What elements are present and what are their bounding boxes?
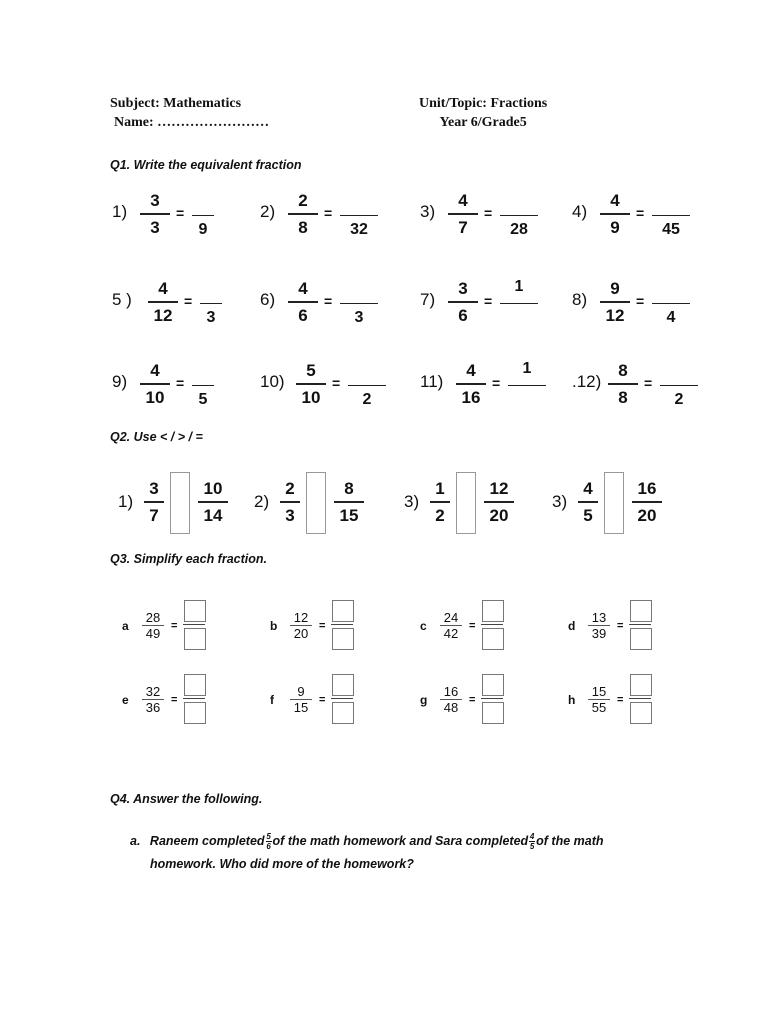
- q2-item-3-right-fraction-numerator: 12: [489, 479, 509, 498]
- q3-item-d-numerator-box[interactable]: [630, 600, 652, 622]
- q4-f2-den: 5: [529, 842, 535, 852]
- q3-item-h-fraction: [588, 684, 610, 715]
- q1-item-10-label: 10): [260, 372, 285, 391]
- q2-item-4-left-fraction: [578, 478, 598, 526]
- q1-item-1-given-denominator: 9: [198, 221, 208, 238]
- q1-item-11-given-numerator: 1: [522, 360, 532, 377]
- q2-item-1-left-fraction: [144, 478, 164, 526]
- q1-item-4-answer-line[interactable]: [652, 215, 690, 216]
- q3-item-h-equals: =: [617, 694, 624, 706]
- q3-item-f-fraction-numerator: 9: [297, 684, 305, 699]
- q2-item-3-compare-box[interactable]: [456, 472, 476, 534]
- q3-item-a-label: a: [122, 619, 129, 633]
- q1-item-4-label: 4): [572, 202, 588, 221]
- q1-item-6-answer-line[interactable]: [340, 303, 378, 304]
- q3-item-f-equals: =: [319, 694, 326, 706]
- q3-item-c-answer-bar: [481, 624, 503, 625]
- q1-item-1-answer-line[interactable]: [192, 215, 214, 216]
- q3-item-e-fraction: [142, 684, 164, 715]
- q3-item-a-fraction-numerator: 28: [145, 610, 161, 625]
- q1-item-7-fraction-denominator: 6: [458, 305, 468, 325]
- q1-item-10-fraction-denominator: 10: [301, 387, 321, 407]
- q1-item-1-equals: =: [176, 205, 185, 221]
- q1-item-6-given-denominator: 3: [354, 309, 364, 326]
- q1-item-7-answer-line[interactable]: [500, 303, 538, 304]
- q3-item-g-label: g: [420, 693, 428, 707]
- q4-f1-num: 5: [266, 832, 271, 842]
- q1-item-3-fraction-denominator: 7: [458, 217, 468, 237]
- q2-item-4-right-fraction-numerator: 16: [637, 479, 657, 498]
- q2-item-2-label: 2): [254, 492, 270, 511]
- q1-item-3-answer-line[interactable]: [500, 215, 538, 216]
- q3-item-b-fraction: [290, 610, 312, 641]
- q1-item-8-label: 8): [572, 290, 588, 309]
- name-line: Name: ……………………: [114, 115, 270, 130]
- q1-item-11-equals: =: [492, 375, 501, 391]
- q1-item-12-fraction-denominator: 8: [618, 387, 628, 407]
- q3-item-d-equals: =: [617, 620, 624, 632]
- q1-item-8-fraction: [600, 278, 630, 326]
- q1-item-2-fraction-denominator: 8: [298, 217, 308, 237]
- q3-item-e-label: e: [122, 693, 129, 707]
- q3-item-h-fraction-denominator: 55: [591, 700, 607, 715]
- q1-item-7-given-numerator: 1: [514, 278, 524, 295]
- q3-item-b-fraction-denominator: 20: [293, 626, 309, 641]
- q1-item-11-fraction-numerator: 4: [466, 361, 476, 380]
- q1-item-6-fraction: [288, 278, 318, 326]
- q1-item-10-fraction: [296, 360, 326, 408]
- q2-item-3-right-fraction: [484, 478, 514, 526]
- q1-item-4-fraction-denominator: 9: [610, 217, 620, 237]
- q1-item-11-fraction: [456, 360, 486, 408]
- q1-item-10-fraction-numerator: 5: [306, 361, 316, 380]
- q1-item-10-given-denominator: 2: [362, 391, 372, 408]
- q3-item-g-denominator-box[interactable]: [482, 702, 504, 724]
- q1-item-12-answer-line[interactable]: [660, 385, 698, 386]
- q1-item-5-label: 5 ): [112, 290, 132, 309]
- q3-item-e-equals: =: [171, 694, 178, 706]
- q1-item-3-fraction-numerator: 4: [458, 191, 468, 210]
- q2-item-2-left-fraction: [280, 478, 300, 526]
- q3-item-d-fraction-numerator: 13: [591, 610, 607, 625]
- q1-item-9-answer-line[interactable]: [192, 385, 214, 386]
- q3-item-c-equals: =: [469, 620, 476, 632]
- q1-item-1-fraction-denominator: 3: [150, 217, 160, 237]
- q1-item-9-given-denominator: 5: [198, 391, 208, 408]
- q1-item-6-label: 6): [260, 290, 276, 309]
- q1-item-4-fraction-numerator: 4: [610, 191, 620, 210]
- q1-item-1-fraction: [140, 190, 170, 238]
- q1-item-4-fraction: [600, 190, 630, 238]
- q2-item-4-right-fraction-denominator: 20: [637, 505, 657, 525]
- q2-item-3-label: 3): [404, 492, 420, 511]
- q2-item-1-label: 1): [118, 492, 134, 511]
- q3-item-f-fraction: [290, 684, 312, 715]
- q3-item-c-denominator-box[interactable]: [482, 628, 504, 650]
- q4-fraction-raneem: [266, 832, 272, 851]
- q2-item-1-right-fraction: [198, 478, 228, 526]
- q1-item-3-label: 3): [420, 202, 436, 221]
- q2-item-4-left-fraction-denominator: 5: [583, 505, 593, 525]
- q3-item-c-fraction-denominator: 42: [443, 626, 459, 641]
- q1-item-8-fraction-denominator: 12: [605, 305, 625, 325]
- q2-item-3-left-fraction-numerator: 1: [435, 479, 445, 498]
- q1-item-10-equals: =: [332, 375, 341, 391]
- q3-item-d-denominator-box[interactable]: [630, 628, 652, 650]
- q2-item-1-compare-box[interactable]: [170, 472, 190, 534]
- q4-a-text-line2: homework. Who did more of the homework?: [150, 857, 414, 871]
- q3-item-b-fraction-numerator: 12: [293, 610, 309, 625]
- q2-item-4-label: 3): [552, 492, 568, 511]
- q2-item-2-right-fraction-denominator: 15: [339, 505, 359, 525]
- q4-a-label: a.: [130, 834, 141, 848]
- q1-item-5-answer-line[interactable]: [200, 303, 222, 304]
- q3-item-b-equals: =: [319, 620, 326, 632]
- year-line: Year 6/Grade5: [439, 115, 527, 130]
- q3-item-h-numerator-box[interactable]: [630, 674, 652, 696]
- q3-item-b-numerator-box[interactable]: [332, 600, 354, 622]
- q2-item-1-right-fraction-numerator: 10: [203, 479, 223, 498]
- q1-item-10-answer-line[interactable]: [348, 385, 386, 386]
- q1-item-11-answer-line[interactable]: [508, 385, 546, 386]
- q3-item-g-answer-bar: [481, 698, 503, 699]
- q3-item-f-numerator-box[interactable]: [332, 674, 354, 696]
- q1-item-9-label: 9): [112, 372, 128, 391]
- q3-item-a-equals: =: [171, 620, 178, 632]
- q3-item-g-numerator-box[interactable]: [482, 674, 504, 696]
- q1-item-8-fraction-numerator: 9: [610, 279, 620, 298]
- q3-item-d-fraction: [588, 610, 610, 641]
- q3-item-a-answer-bar: [183, 624, 205, 625]
- q3-item-f-answer-bar: [331, 698, 353, 699]
- q3-item-h-denominator-box[interactable]: [630, 702, 652, 724]
- q1-item-1-fraction-numerator: 3: [150, 191, 160, 210]
- q4-a-text-3: of the math: [536, 834, 604, 848]
- q2-item-2-right-fraction-numerator: 8: [344, 479, 354, 498]
- q2-item-4-left-fraction-numerator: 4: [583, 479, 593, 498]
- q3-item-c-label: c: [420, 619, 427, 633]
- q1-item-5-fraction-numerator: 4: [158, 279, 168, 298]
- q2-title: Q2. Use < / > / =: [110, 430, 203, 444]
- q3-item-g-equals: =: [469, 694, 476, 706]
- q1-item-9-fraction-denominator: 10: [145, 387, 165, 407]
- q3-item-b-denominator-box[interactable]: [332, 628, 354, 650]
- q1-item-2-answer-line[interactable]: [340, 215, 378, 216]
- q1-item-2-equals: =: [324, 205, 333, 221]
- q3-item-f-denominator-box[interactable]: [332, 702, 354, 724]
- q3-item-b-answer-bar: [331, 624, 353, 625]
- q1-item-5-given-denominator: 3: [206, 309, 216, 326]
- q1-item-12-label: .12): [572, 372, 602, 391]
- q3-item-f-label: f: [270, 693, 274, 707]
- q3-item-h-fraction-numerator: 15: [591, 684, 607, 699]
- q1-item-8-equals: =: [636, 293, 645, 309]
- q1-item-2-fraction: [288, 190, 318, 238]
- q4-question-a: [130, 830, 690, 876]
- q1-item-3-given-denominator: 28: [510, 221, 528, 238]
- q1-item-8-answer-line[interactable]: [652, 303, 690, 304]
- header-left: [110, 94, 269, 132]
- q3-item-d-fraction-denominator: 39: [591, 626, 607, 641]
- q2-item-2-compare-box[interactable]: [306, 472, 326, 534]
- q3-item-d-label: d: [568, 619, 576, 633]
- q2-item-3-left-fraction: [430, 478, 450, 526]
- q3-item-g-fraction: [440, 684, 462, 715]
- q1-item-3-fraction: [448, 190, 478, 238]
- q1-item-5-equals: =: [184, 293, 193, 309]
- q1-item-9-equals: =: [176, 375, 185, 391]
- q3-item-f-fraction-denominator: 15: [293, 700, 309, 715]
- q3-item-e-denominator-box[interactable]: [184, 702, 206, 724]
- q1-item-4-equals: =: [636, 205, 645, 221]
- q2-item-1-right-fraction-denominator: 14: [203, 505, 223, 525]
- q1-item-4-given-denominator: 45: [662, 221, 680, 238]
- q1-item-6-fraction-denominator: 6: [298, 305, 308, 325]
- q3-item-a-denominator-box[interactable]: [184, 628, 206, 650]
- q2-item-2-left-fraction-numerator: 2: [285, 479, 295, 498]
- q3-item-g-fraction-numerator: 16: [443, 684, 459, 699]
- q2-item-1-left-fraction-numerator: 3: [149, 479, 159, 498]
- q1-item-2-given-denominator: 32: [350, 221, 368, 238]
- q1-item-7-equals: =: [484, 293, 493, 309]
- q1-item-5-fraction-denominator: 12: [153, 305, 173, 325]
- q2-item-3-right-fraction-denominator: 20: [489, 505, 509, 525]
- q1-item-11-fraction-denominator: 16: [461, 387, 481, 407]
- q1-title: Q1. Write the equivalent fraction: [110, 158, 302, 172]
- q1-item-7-fraction-numerator: 3: [458, 279, 468, 298]
- q2-item-2-left-fraction-denominator: 3: [285, 505, 295, 525]
- q3-item-a-fraction-denominator: 49: [145, 626, 161, 641]
- q1-item-9-fraction-numerator: 4: [150, 361, 160, 380]
- q4-fraction-sara: [529, 832, 535, 851]
- q3-item-c-fraction-numerator: 24: [443, 610, 459, 625]
- q3-item-a-fraction: [142, 610, 164, 641]
- unit-line: Unit/Topic: Fractions: [419, 96, 548, 111]
- q3-item-e-answer-bar: [183, 698, 205, 699]
- q1-item-5-fraction: [148, 278, 178, 326]
- q1-item-8-given-denominator: 4: [666, 309, 676, 326]
- q3-item-g-fraction-denominator: 48: [443, 700, 459, 715]
- q1-item-1-label: 1): [112, 202, 128, 221]
- header-right: [419, 94, 547, 132]
- q4-title: Q4. Answer the following.: [110, 792, 263, 806]
- q2-item-3-left-fraction-denominator: 2: [435, 505, 445, 525]
- q2-item-4-right-fraction: [632, 478, 662, 526]
- q3-item-c-numerator-box[interactable]: [482, 600, 504, 622]
- q1-item-12-equals: =: [644, 375, 653, 391]
- q1-item-11-label: 11): [420, 372, 444, 391]
- q2-item-2-right-fraction: [334, 478, 364, 526]
- q3-item-a-numerator-box[interactable]: [184, 600, 206, 622]
- q4-a-text-2: of the math homework and Sara completed: [272, 834, 529, 848]
- q3-item-e-fraction-numerator: 32: [145, 684, 161, 699]
- q1-item-12-fraction: [608, 360, 638, 408]
- q3-item-h-answer-bar: [629, 698, 651, 699]
- q4-f2-num: 4: [529, 832, 535, 842]
- q1-item-3-equals: =: [484, 205, 493, 221]
- q3-item-e-fraction-denominator: 36: [145, 700, 161, 715]
- q1-item-2-label: 2): [260, 202, 276, 221]
- q2-item-4-compare-box[interactable]: [604, 472, 624, 534]
- q4-a-text-1: Raneem completed: [149, 834, 265, 848]
- q3-item-b-label: b: [270, 619, 278, 633]
- q3-item-d-answer-bar: [629, 624, 651, 625]
- q1-item-12-fraction-numerator: 8: [618, 361, 628, 380]
- q3-item-e-numerator-box[interactable]: [184, 674, 206, 696]
- q1-item-6-equals: =: [324, 293, 333, 309]
- q2-item-1-left-fraction-denominator: 7: [149, 505, 159, 525]
- q3-item-h-label: h: [568, 693, 576, 707]
- subject-line: Subject: Mathematics: [110, 96, 242, 111]
- q3-item-c-fraction: [440, 610, 462, 641]
- q1-item-12-given-denominator: 2: [674, 391, 684, 408]
- q1-item-9-fraction: [140, 360, 170, 408]
- q1-item-7-fraction: [448, 278, 478, 326]
- q1-item-6-fraction-numerator: 4: [298, 279, 308, 298]
- q1-item-7-label: 7): [420, 290, 436, 309]
- q1-item-2-fraction-numerator: 2: [298, 191, 308, 210]
- q4-f1-den: 6: [266, 842, 271, 852]
- q3-title: Q3. Simplify each fraction.: [110, 552, 267, 566]
